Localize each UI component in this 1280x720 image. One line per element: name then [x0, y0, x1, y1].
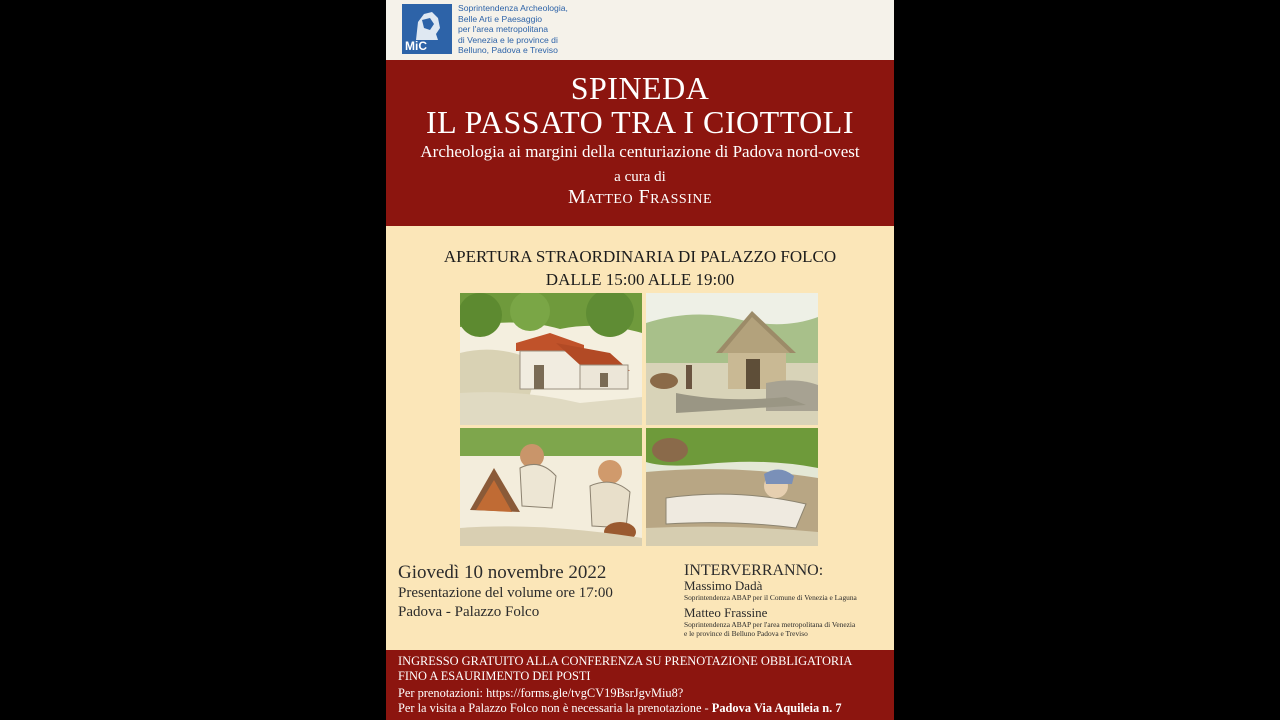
event-date: Giovedì 10 novembre 2022 — [398, 562, 607, 583]
poster-header — [386, 0, 894, 60]
event-info — [398, 562, 613, 622]
opening-hours: DALLE 15:00 ALLE 19:00 — [545, 270, 735, 289]
speakers-block — [684, 562, 857, 638]
organization-name — [458, 3, 568, 56]
logo-text: MiC — [405, 39, 427, 53]
subtitle: Archeologia ai margini della centuriazione di Padova nord-ovest — [420, 142, 860, 161]
speaker-name: Massimo Dadà — [684, 578, 763, 593]
curated-by-label: a cura di — [614, 169, 666, 185]
illustration-thatched-hut — [646, 293, 818, 425]
speaker-role: e le province di Belluno Padova e Treviso — [684, 629, 808, 638]
org-line: Soprintendenza Archeologia, — [458, 3, 568, 13]
visit-note: Per la visita a Palazzo Folco non è necessaria la prenotazione - — [398, 701, 712, 715]
presentation-time: Presentazione del volume ore 17:00 — [398, 585, 613, 601]
event-poster — [386, 0, 894, 720]
org-line: Belluno, Padova e Treviso — [458, 45, 558, 56]
illustration-hearth — [460, 428, 642, 546]
speaker-name: Matteo Frassine — [684, 605, 768, 620]
illustration-burial — [646, 428, 818, 546]
footer-line-4 — [398, 701, 842, 716]
ministry-logo — [402, 4, 452, 54]
footer-line-1: INGRESSO GRATUITO ALLA CONFERENZA SU PRENOTAZIONE OBBLIGATORIA — [398, 654, 853, 668]
speakers-title: INTERVERRANNO: — [684, 562, 824, 579]
curator-name: Matteo Frassine — [567, 186, 713, 208]
footer-line-2: FINO A ESAURIMENTO DEI POSTI — [398, 669, 591, 683]
org-line: Belle Arti e Paesaggio — [458, 13, 543, 24]
address: Padova Via Aquileia n. 7 — [711, 701, 842, 715]
title-line-2: IL PASSATO TRA I CIOTTOLI — [426, 104, 854, 140]
speaker-role: Soprintendenza ABAP per il Comune di Venezia e Laguna — [684, 593, 857, 602]
event-place: Padova - Palazzo Folco — [398, 604, 540, 620]
illustration-farmhouse — [460, 293, 642, 425]
title-band — [386, 60, 894, 226]
org-line: per l'area metropolitana — [458, 24, 549, 35]
footer-band — [386, 650, 894, 720]
org-line: di Venezia e le province di — [458, 34, 558, 45]
booking-link[interactable]: Per prenotazioni: https://forms.gle/tvgCV19BsrJgvMiu8? — [398, 686, 684, 700]
opening-headline: APERTURA STRAORDINARIA DI PALAZZO FOLCO — [443, 247, 837, 266]
title-line-1: SPINEDA — [570, 70, 710, 106]
speaker-role: Soprintendenza ABAP per l'area metropolitana di Venezia — [684, 620, 856, 629]
